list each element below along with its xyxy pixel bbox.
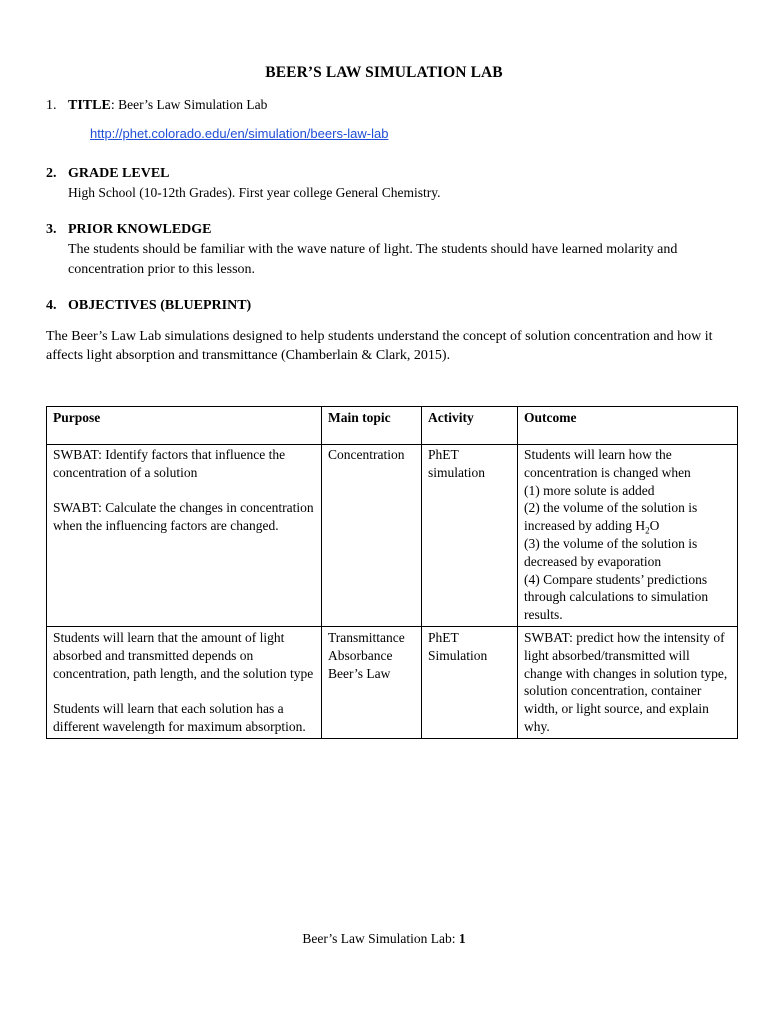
header-purpose: Purpose <box>47 407 322 445</box>
cell-main-topic: Transmittance Absorbance Beer’s Law <box>322 626 422 738</box>
cell-main-topic: Concentration <box>322 445 422 627</box>
prior-knowledge-text: The students should be familiar with the wave nature of light. The students should have learned molarity and concentration prior to this lesson. <box>68 242 678 277</box>
section-title <box>46 95 736 116</box>
section-title-text: Beer’s Law Simulation Lab <box>114 97 268 112</box>
cell-activity: PhET simulation <box>422 445 518 627</box>
header-outcome: Outcome <box>518 407 738 445</box>
objectives-table <box>46 406 738 739</box>
section-number: 4. <box>46 298 57 313</box>
table-row <box>47 445 738 627</box>
section-number: 1. <box>46 98 57 113</box>
outcome-text: Students will learn how the concentration is changed when <box>524 447 691 480</box>
purpose-text: SWABT: Calculate the changes in concentration when the influencing factors are changed. <box>53 500 314 534</box>
section-label: GRADE LEVEL <box>68 166 170 181</box>
cell-activity: PhET Simulation <box>422 626 518 738</box>
page-footer <box>0 931 768 947</box>
outcome-item: (2) the volume of the solution is increased by adding $H_2O$ <box>524 500 698 536</box>
header-main-topic: Main topic <box>322 407 422 445</box>
table-row <box>47 626 738 738</box>
table-header-row <box>47 407 738 445</box>
cell-purpose <box>47 626 322 738</box>
cell-outcome <box>518 445 738 627</box>
page-number: 1 <box>458 931 466 946</box>
outcome-item: (3) the volume of the solution is decreased by evaporation <box>524 535 698 569</box>
section-objectives <box>46 296 736 316</box>
section-label: TITLE <box>68 98 111 113</box>
section-grade-level <box>46 164 736 203</box>
purpose-text: SWBAT: Identify factors that influence the concentration of a solution <box>53 447 286 480</box>
outcome-item: (1) more solute is added <box>524 482 655 498</box>
phet-simulation-link[interactable]: http://phet.colorado.edu/en/simulation/beers-law-lab <box>90 126 389 141</box>
purpose-text: Students will learn that each solution has a different wavelength for maximum absorption. <box>53 701 306 734</box>
cell-purpose <box>47 445 322 627</box>
section-separator: : <box>110 98 115 113</box>
grade-level-text: High School (10-12th Grades). First year college General Chemistry. <box>68 185 441 200</box>
outcome-item: (4) Compare students’ predictions through calculations to simulation results. <box>524 571 709 623</box>
section-number: 3. <box>46 222 57 237</box>
intro-paragraph: The Beer’s Law Lab simulations designed to help students understand the concept of solution concentration and how it affects light absorption and transmittance (Chamberlain & Clark, 2015). <box>46 329 713 363</box>
section-label: OBJECTIVES (BLUEPRINT) <box>68 298 252 313</box>
cell-outcome: SWBAT: predict how the intensity of light absorbed/transmitted will change with changes in solution type, solution concentration, container width, or light source, and explain why. <box>518 626 738 738</box>
footer-text: Beer’s Law Simulation Lab: <box>302 931 459 946</box>
header-activity: Activity <box>422 407 518 445</box>
section-prior-knowledge <box>46 220 736 280</box>
section-number: 2. <box>46 166 57 181</box>
section-label: PRIOR KNOWLEDGE <box>68 222 212 237</box>
purpose-text: Students will learn that the amount of light absorbed and transmitted depends on concentration, path length, and the solution type <box>53 629 314 681</box>
document-title: BEER’S LAW SIMULATION LAB <box>265 64 503 81</box>
